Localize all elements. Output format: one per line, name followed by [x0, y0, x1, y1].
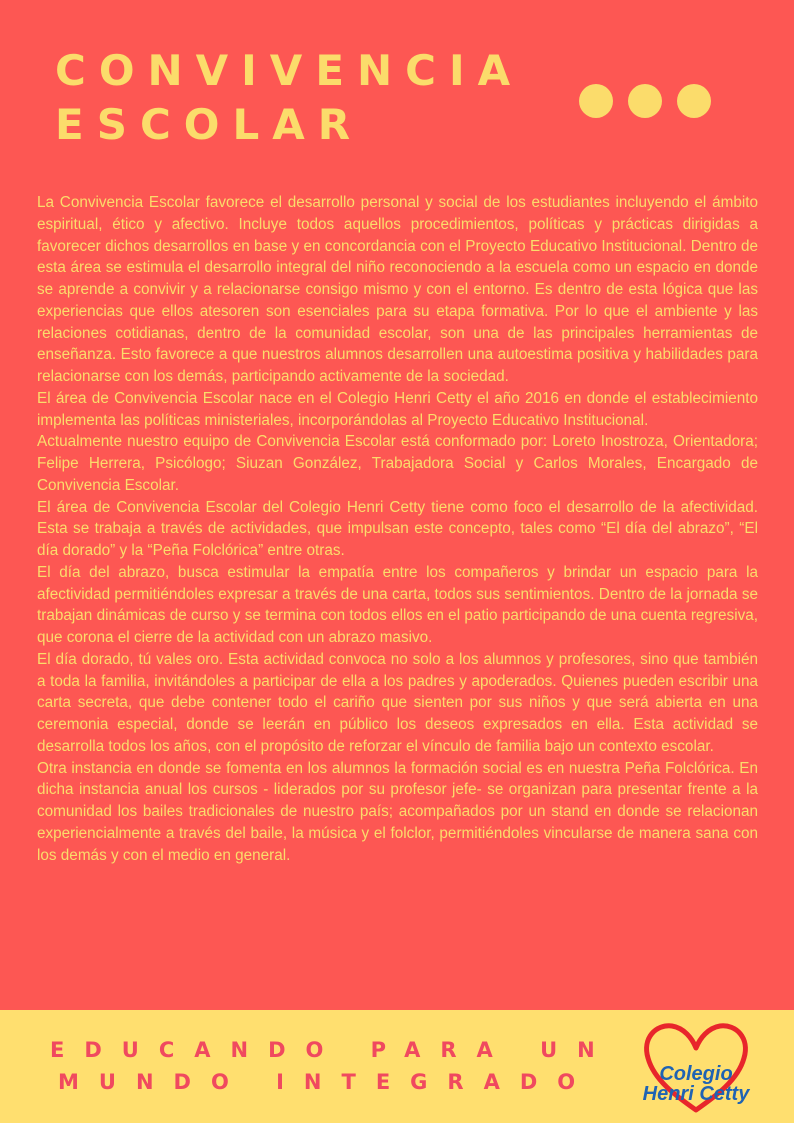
- paragraph-intro: La Convivencia Escolar favorece el desarrollo personal y social de los estudiantes incluyendo el ámbito espiritual, ético y afectivo. Incluye todos aquellos procedimientos, políticas y prácticas dirigidas a favorecer dichos desarrollos en base y en concordancia con el Proyecto Educativo Institucional. Dentro de esta área se estimula el desarrollo integral del niño reconociendo a la escuela como un espacio en donde se aprende a convivir y a relacionarse consigo mismo y con el entorno. Es dentro de esta lógica que las experiencias que ellos atesoren son esenciales para su etapa formativa. Por lo que el ambiente y las relaciones cotidianas, dentro de la comunidad escolar, son una de las principales herramientas de enseñanza. Esto favorece a que nuestros alumnos desarrollen una autoestima positiva y habilidades para relacionarse con los demás, participando activamente de la sociedad.: [37, 194, 758, 385]
- logo-line-1: Colegio: [659, 1063, 733, 1085]
- paragraph-pena-folclorica: Otra instancia en donde se fomenta en los alumnos la formación social es en nuestra Peña Folclórica. En dicha instancia anual los cursos - liderados por su profesor jefe- se organizan para presentar frente a la comunidad los bailes tradicionales de nuestro país; acompañados por un stand en donde se relacionan experiencialmente a través del baile, la música y el folclor, permitiéndoles vincularse de manera sana con los demás y con el medio en general.: [37, 759, 758, 864]
- title-line-2: ESCOLAR: [55, 100, 364, 149]
- decorative-dots: [579, 84, 711, 118]
- dot-icon: [628, 84, 662, 118]
- title-line-1: CONVIVENCIA: [55, 46, 524, 95]
- paragraph-team: Actualmente nuestro equipo de Convivencia Escolar está conformado por: Loreto Inostroza, Orientadora; Felipe Herrera, Psicólogo; Siuzan González, Trabajadora Social y Carlos Morales, Encargado de Convivencia Escolar.: [37, 433, 758, 494]
- paragraph-history: El área de Convivencia Escolar nace en el Colegio Henri Cetty el año 2016 en donde el establecimiento implementa las políticas ministeriales, incorporándolas al Proyecto Educativo Institucional.: [37, 389, 758, 429]
- dot-icon: [579, 84, 613, 118]
- logo-line-2: Henri Cetty: [642, 1083, 750, 1105]
- slogan: [50, 1034, 615, 1098]
- footer-banner: [0, 1010, 794, 1123]
- page-title: [55, 44, 523, 152]
- body-text: [37, 192, 758, 866]
- dot-icon: [677, 84, 711, 118]
- school-logo: [636, 1018, 756, 1118]
- slogan-line-2: MUNDO INTEGRADO: [58, 1070, 596, 1094]
- logo-text: [636, 1064, 756, 1104]
- paragraph-focus: El área de Convivencia Escolar del Colegio Henri Cetty tiene como foco el desarrollo de la afectividad. Esta se trabaja a través de actividades, que impulsan este concepto, tales como “El día del abrazo”, “El día dorado” y la “Peña Folclórica” entre otras.: [37, 498, 758, 559]
- slogan-line-1: EDUCANDO PARA UN: [50, 1038, 615, 1062]
- paragraph-dia-dorado: El día dorado, tú vales oro. Esta actividad convoca no solo a los alumnos y profesores, sino que también a toda la familia, invitándoles a participar de ella a los padres y apoderados. Quienes pueden escribir una carta secreta, que debe contener todo el cariño que sienten por sus niños y que será abierta en una ceremonia especial, donde se leerán en público los deseos expresados en ella. Esta actividad se desarrolla todos los años, con el propósito de reforzar el vínculo de familia bajo un contexto escolar.: [37, 650, 758, 755]
- paragraph-dia-abrazo: El día del abrazo, busca estimular la empatía entre los compañeros y brindar un espacio para la afectividad permitiéndoles expresar a través de una carta, todos sus sentimientos. Dentro de la jornada se trabajan dinámicas de curso y se termina con todos ellos en el patio participando de una cuenta regresiva, que corona el cierre de la actividad con un abrazo masivo.: [37, 563, 758, 646]
